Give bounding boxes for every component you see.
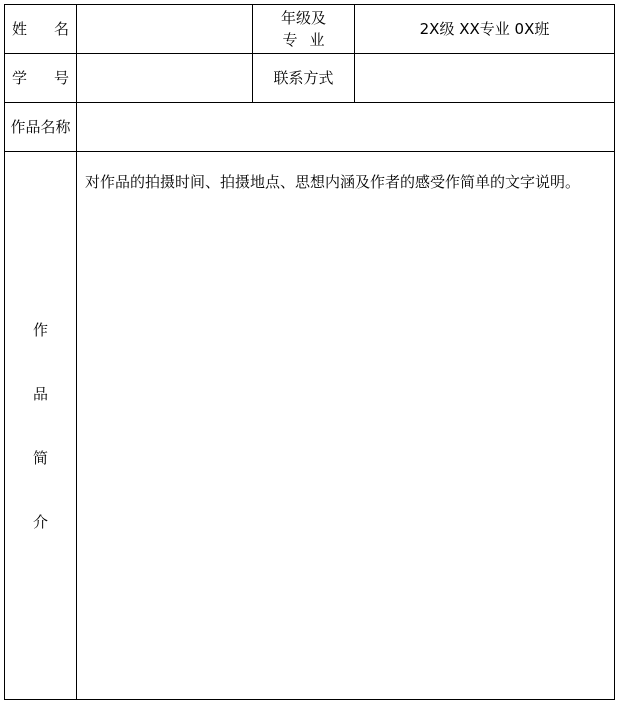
grade-major-value-cell[interactable] <box>355 5 615 54</box>
contact-label-cell <box>253 54 355 103</box>
row-work-intro <box>5 152 615 700</box>
grade-major-label-line1: 年级及 <box>280 9 326 27</box>
grade-major-label-line2: 专业 <box>282 31 337 49</box>
intro-label-char: 介 <box>32 512 48 531</box>
intro-label <box>5 318 76 534</box>
intro-label-cell <box>5 152 77 700</box>
name-value-cell[interactable] <box>77 5 253 54</box>
contact-value-cell[interactable] <box>355 54 615 103</box>
grade-major-label <box>253 7 354 51</box>
work-title-label: 作品名称 <box>10 118 71 136</box>
work-title-label-cell <box>5 103 77 152</box>
row-work-title <box>5 103 615 152</box>
row-student-id <box>5 54 615 103</box>
name-label: 姓名 <box>12 20 69 38</box>
grade-major-label-cell <box>253 5 355 54</box>
contact-label: 联系方式 <box>273 69 334 87</box>
registration-form-table <box>4 4 615 700</box>
student-id-label: 学号 <box>12 69 69 87</box>
intro-value-cell[interactable] <box>77 152 615 700</box>
intro-label-char: 作 <box>32 320 48 339</box>
student-id-label-cell <box>5 54 77 103</box>
row-name <box>5 5 615 54</box>
intro-label-char: 品 <box>32 384 48 403</box>
grade-major-value: 2X级 XX专业 0X班 <box>419 20 550 38</box>
name-label-cell <box>5 5 77 54</box>
intro-instruction: 对作品的拍摄时间、拍摄地点、思想内涵及作者的感受作简单的文字说明。 <box>85 173 581 191</box>
student-id-value-cell[interactable] <box>77 54 253 103</box>
intro-label-char: 简 <box>32 448 48 467</box>
work-title-value-cell[interactable] <box>77 103 615 152</box>
